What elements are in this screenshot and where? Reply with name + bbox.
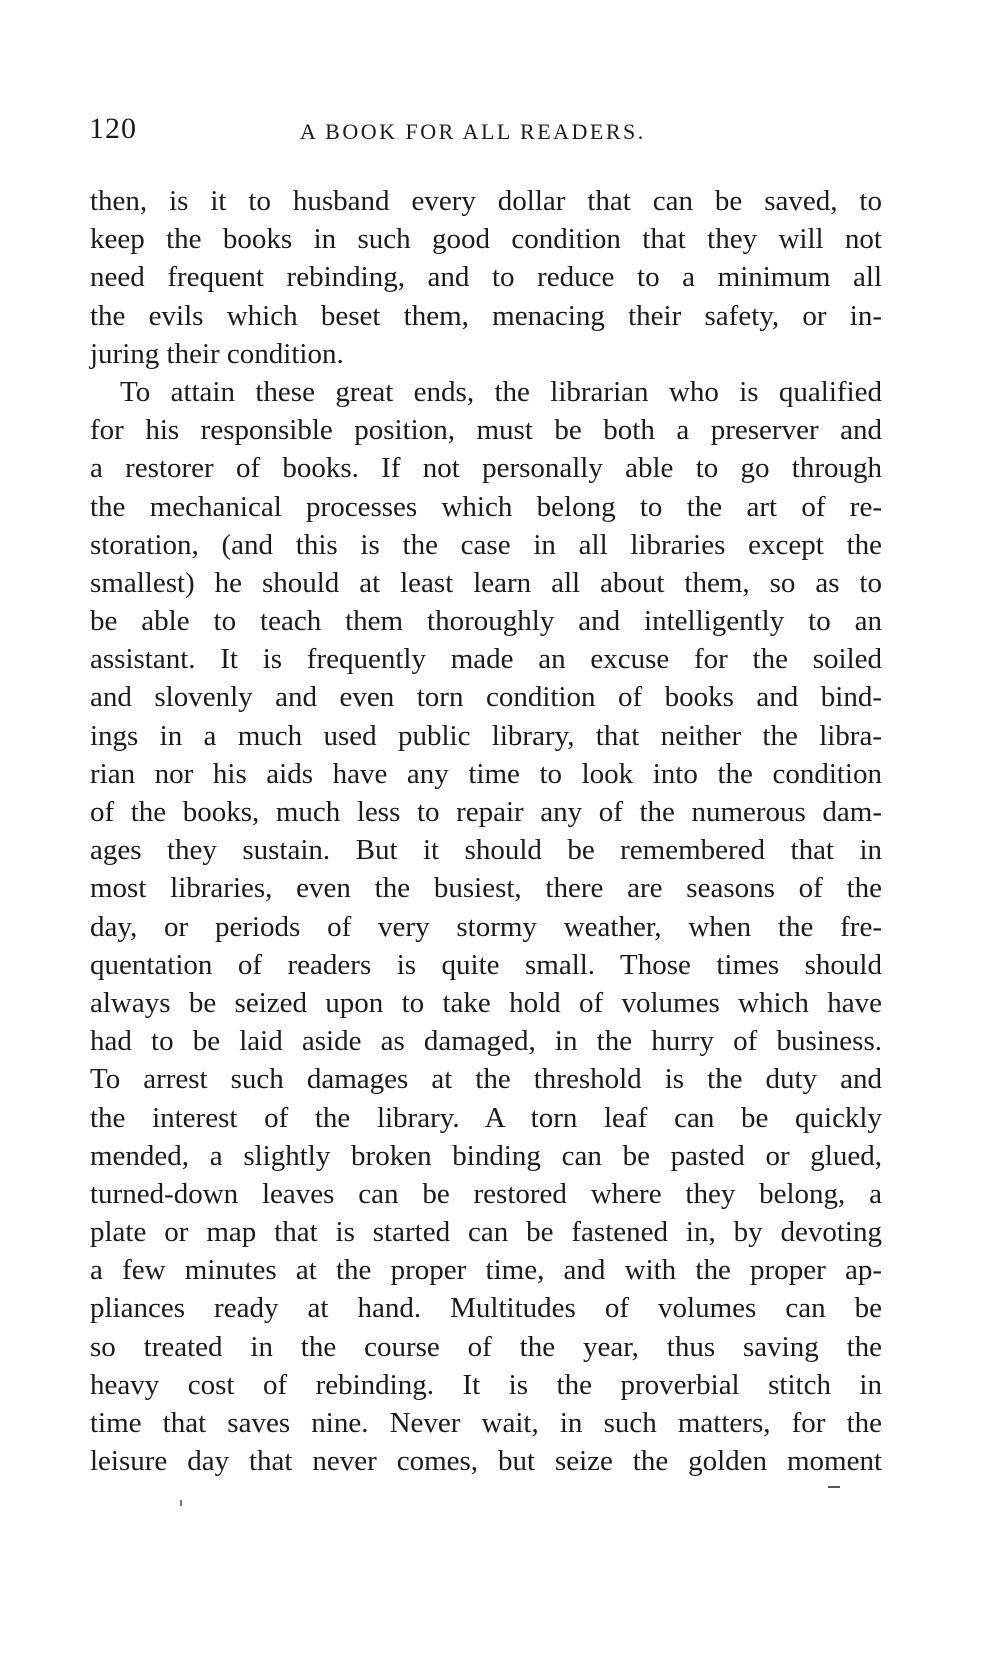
text-line: smallest) he should at least learn all about them, so as to <box>90 566 882 599</box>
text-line: time that saves nine. Never wait, in such matters, for the <box>90 1407 882 1439</box>
print-mark-dash <box>828 1486 840 1488</box>
text-line: To arrest such damages at the threshold is the duty and <box>90 1063 882 1096</box>
text-line: assistant. It is frequently made an excuse for the soiled <box>90 643 882 676</box>
text-line: ings in a much used public library, that neither the libra- <box>90 719 882 752</box>
text-line: day, or periods of very stormy weather, when the fre- <box>90 910 882 943</box>
text-line: turned-down leaves can be restored where they belong, a <box>90 1177 882 1210</box>
text-line: To attain these great ends, the librarian who is qualified <box>120 375 882 408</box>
text-line: mended, a slightly broken binding can be pasted or glued, <box>90 1139 882 1172</box>
text-line: had to be laid aside as damaged, in the hurry of business. <box>90 1025 882 1058</box>
text-line: a few minutes at the proper time, and with the proper ap- <box>90 1254 882 1287</box>
print-mark-tick <box>180 1500 182 1506</box>
text-line: for his responsible position, must be both a preserver and <box>90 414 882 447</box>
text-line: ages they sustain. But it should be remembered that in <box>90 834 882 867</box>
text-line: storation, (and this is the case in all libraries except the <box>90 528 882 561</box>
text-line: heavy cost of rebinding. It is the proverbial stitch in <box>90 1368 882 1401</box>
page-number: 120 <box>89 112 137 145</box>
text-line: the interest of the library. A torn leaf can be quickly <box>90 1101 882 1134</box>
text-line: rian nor his aids have any time to look into the condition <box>90 757 882 790</box>
text-line: pliances ready at hand. Multitudes of volumes can be <box>90 1292 882 1325</box>
text-line: so treated in the course of the year, thus saving the <box>90 1330 882 1363</box>
text-line: of the books, much less to repair any of the numerous dam- <box>90 796 882 828</box>
text-line: plate or map that is started can be fastened in, by devoting <box>90 1216 882 1249</box>
text-line: keep the books in such good condition that they will not <box>90 223 882 256</box>
text-line: then, is it to husband every dollar that can be saved, to <box>90 185 882 217</box>
text-line: always be seized upon to take hold of volumes which have <box>90 986 882 1019</box>
text-line: juring their condition. <box>90 337 344 370</box>
text-line: quentation of readers is quite small. Those times should <box>90 948 882 981</box>
text-line: and slovenly and even torn condition of books and bind- <box>90 681 882 714</box>
text-line: most libraries, even the busiest, there are seasons of the <box>90 872 882 905</box>
running-title: A BOOK FOR ALL READERS. <box>300 119 646 144</box>
text-line: the mechanical processes which belong to the art of re- <box>90 490 882 523</box>
text-line: be able to teach them thoroughly and intelligently to an <box>90 605 882 638</box>
text-line: need frequent rebinding, and to reduce to a minimum all <box>90 261 882 294</box>
body-text <box>90 182 882 1480</box>
text-line: the evils which beset them, menacing their safety, or in- <box>90 299 882 332</box>
text-line: a restorer of books. If not personally able to go through <box>90 452 882 485</box>
text-line: leisure day that never comes, but seize the golden moment <box>90 1445 882 1478</box>
